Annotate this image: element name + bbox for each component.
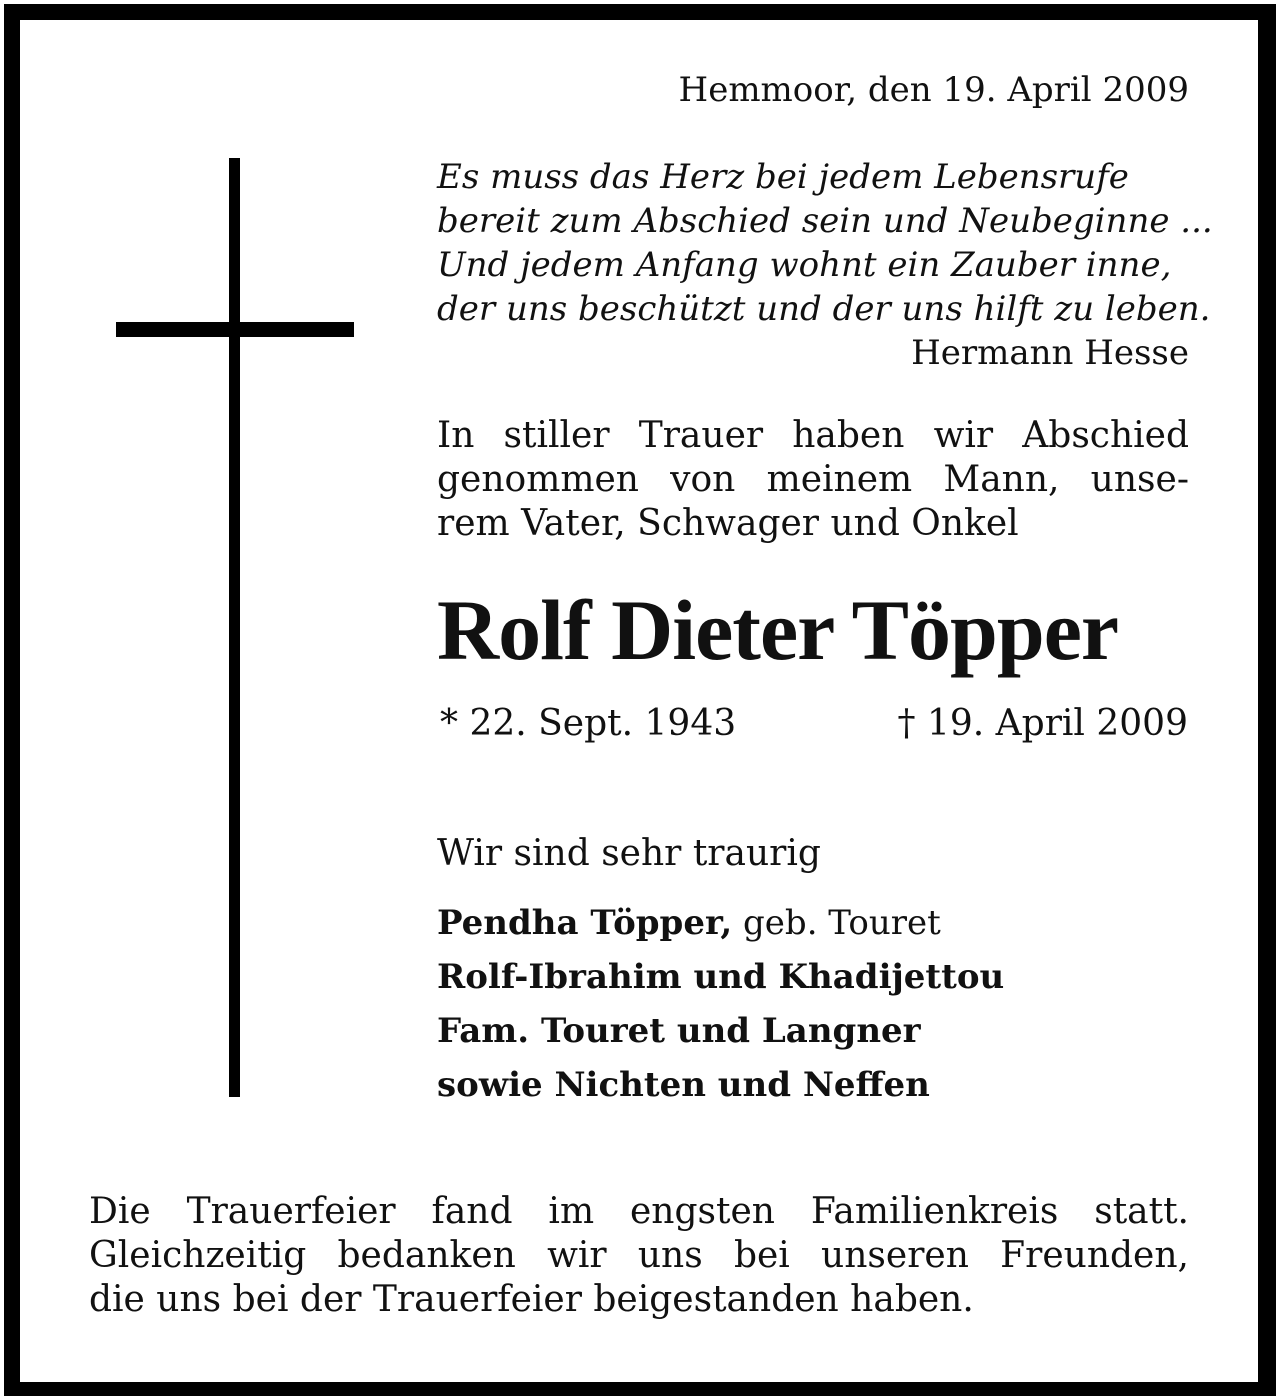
closing-line: die uns bei der Trauerfeier beigestanden haben. <box>89 1279 974 1320</box>
deceased-name: Rolf Dieter Töpper <box>437 582 1119 678</box>
mourner-line <box>437 1004 1189 1058</box>
mourner-line <box>437 1058 1189 1112</box>
closing-line: Die Trauerfeier fand im engsten Familienkreis statt. <box>89 1191 1189 1232</box>
mourners-intro: Wir sind sehr traurig <box>437 833 821 874</box>
mourner-maiden-name: geb. Touret <box>732 903 941 943</box>
poem-author: Hermann Hesse <box>911 333 1189 373</box>
poem <box>437 155 1213 375</box>
mourners-list <box>437 896 1189 1112</box>
birth-date: * 22. Sept. 1943 <box>440 703 737 744</box>
intro-line: genommen von meinem Mann, unse- <box>437 459 1189 500</box>
cross-icon <box>229 158 240 1097</box>
intro-line: rem Vater, Schwager und Onkel <box>437 503 1019 544</box>
mourner-name: sowie Nichten und Neffen <box>437 1065 930 1105</box>
mourner-name: Fam. Touret und Langner <box>437 1011 921 1051</box>
mourner-line <box>437 950 1189 1004</box>
cross-icon-crossbar <box>116 322 354 337</box>
mourner-name: Rolf-Ibrahim und Khadijettou <box>437 957 1005 997</box>
poem-line: bereit zum Abschied sein und Neubeginne ... <box>437 201 1213 241</box>
intro-line: In stiller Trauer haben wir Abschied <box>437 415 1189 456</box>
place-date: Hemmoor, den 19. April 2009 <box>678 70 1189 110</box>
closing-line: Gleichzeitig bedanken wir uns bei unseren Freunden, <box>89 1235 1189 1276</box>
poem-line: Es muss das Herz bei jedem Lebensrufe <box>437 157 1129 197</box>
poem-line: der uns beschützt und der uns hilft zu leben. <box>437 289 1211 329</box>
death-date: † 19. April 2009 <box>897 703 1188 744</box>
mourner-name: Pendha Töpper, <box>437 903 733 943</box>
closing-text <box>89 1190 1189 1322</box>
mourner-line <box>437 896 1189 950</box>
poem-line: Und jedem Anfang wohnt ein Zauber inne, <box>437 245 1172 285</box>
intro-text <box>437 414 1189 546</box>
